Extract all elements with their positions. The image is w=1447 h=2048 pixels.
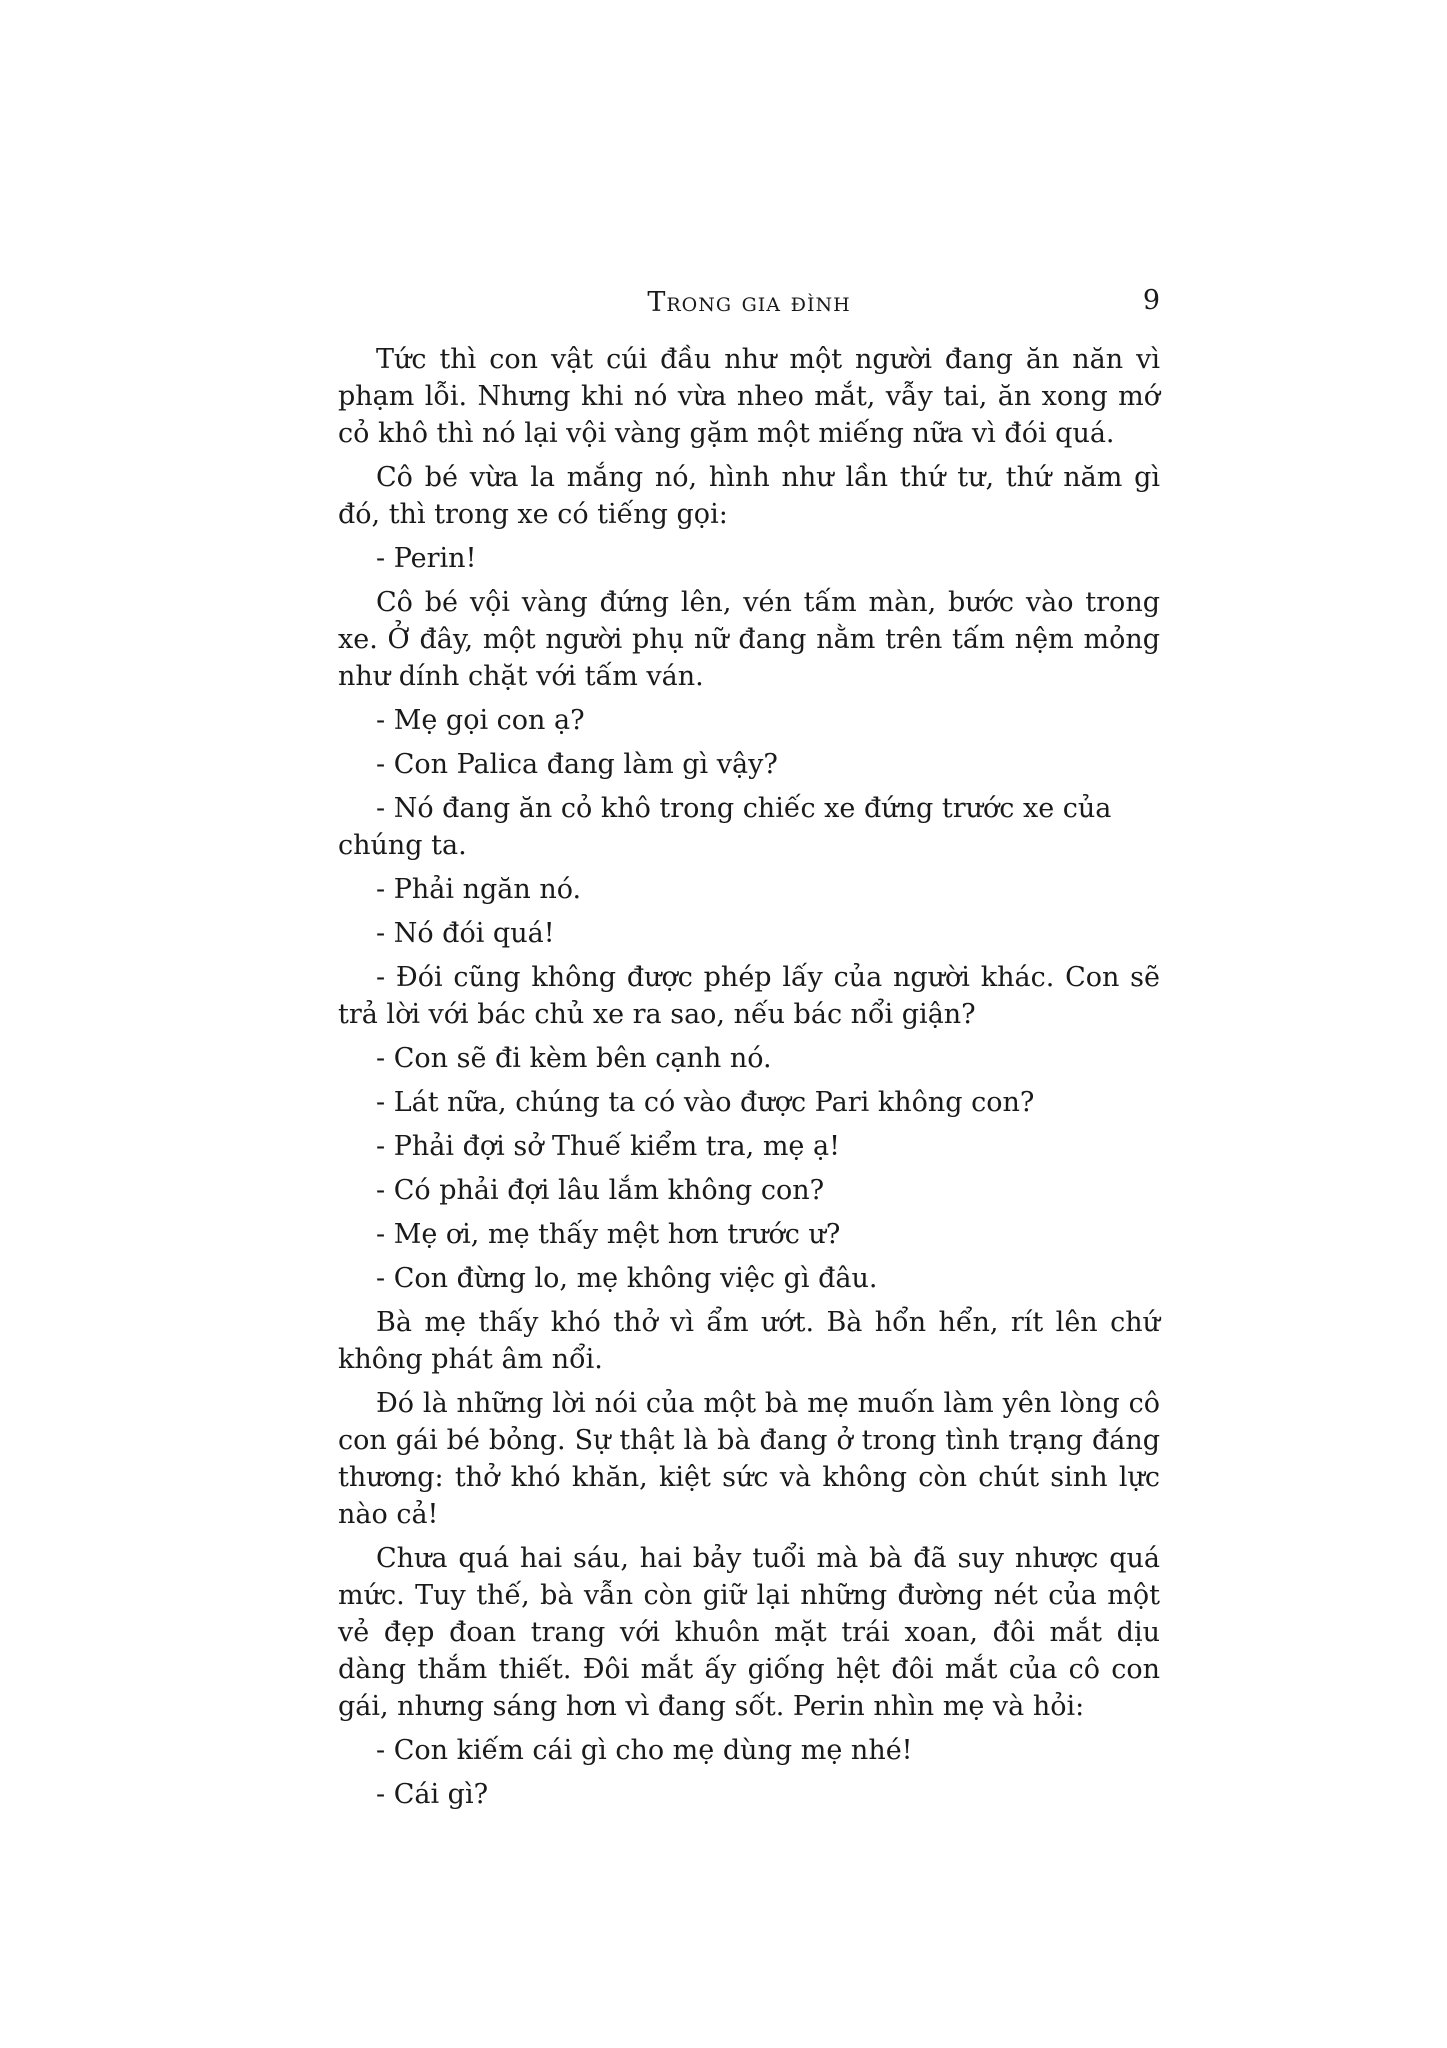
page-number: 9 (1142, 285, 1160, 316)
dialogue-line: - Con kiếm cái gì cho mẹ dùng mẹ nhé! (376, 1735, 913, 1766)
page-header (338, 285, 1160, 329)
dialogue-line: - Phải đợi sở Thuế kiểm tra, mẹ ạ! (376, 1131, 840, 1162)
dialogue-line: - Nó đang ăn cỏ khô trong chiếc xe đứng trước xe của chúng ta. (338, 793, 1112, 861)
book-page (338, 285, 1160, 1820)
dialogue-line: - Con đừng lo, mẹ không việc gì đâu. (376, 1263, 878, 1294)
dialogue-line: - Con Palica đang làm gì vậy? (376, 749, 778, 780)
paragraph: Chưa quá hai sáu, hai bảy tuổi mà bà đã suy nhược quá mức. Tuy thế, bà vẫn còn giữ lại những đường nét của một vẻ đẹp đoan trang với khuôn mặt trái xoan, đôi mắt dịu dàng thắm thiết. Đôi mắt ấy giống hệt đôi mắt của cô con gái, nhưng sáng hơn vì đang sốt. Perin nhìn mẹ và hỏi: (338, 1543, 1160, 1722)
running-head: Trong gia đình (647, 287, 851, 318)
body-text (338, 341, 1160, 1813)
paragraph: Cô bé vội vàng đứng lên, vén tấm màn, bước vào trong xe. Ở đây, một người phụ nữ đang nằm trên tấm nệm mỏng như dính chặt với tấm ván. (338, 587, 1160, 692)
dialogue-line: - Perin! (376, 543, 477, 574)
dialogue-line: - Mẹ gọi con ạ? (376, 705, 585, 736)
dialogue-line: - Có phải đợi lâu lắm không con? (376, 1175, 825, 1206)
paragraph: Bà mẹ thấy khó thở vì ẩm ướt. Bà hổn hển, rít lên chứ không phát âm nổi. (338, 1307, 1160, 1375)
dialogue-line: - Đói cũng không được phép lấy của người khác. Con sẽ trả lời với bác chủ xe ra sao, nếu bác nổi giận? (338, 962, 1160, 1030)
paragraph: Cô bé vừa la mắng nó, hình như lần thứ tư, thứ năm gì đó, thì trong xe có tiếng gọi: (338, 462, 1160, 530)
dialogue-line: - Mẹ ơi, mẹ thấy mệt hơn trước ư? (376, 1219, 841, 1250)
paragraph: Đó là những lời nói của một bà mẹ muốn làm yên lòng cô con gái bé bỏng. Sự thật là bà đang ở trong tình trạng đáng thương: thở khó khăn, kiệt sức và không còn chút sinh lực nào cả! (338, 1388, 1160, 1530)
dialogue-line: - Phải ngăn nó. (376, 874, 582, 905)
dialogue-line: - Lát nữa, chúng ta có vào được Pari không con? (376, 1087, 1035, 1118)
paragraph: Tức thì con vật cúi đầu như một người đang ăn năn vì phạm lỗi. Nhưng khi nó vừa nheo mắt, vẫy tai, ăn xong mớ cỏ khô thì nó lại vội vàng gặm một miếng nữa vì đói quá. (338, 344, 1160, 449)
dialogue-line: - Nó đói quá! (376, 918, 555, 949)
dialogue-line: - Cái gì? (376, 1779, 489, 1810)
dialogue-line: - Con sẽ đi kèm bên cạnh nó. (376, 1043, 772, 1074)
